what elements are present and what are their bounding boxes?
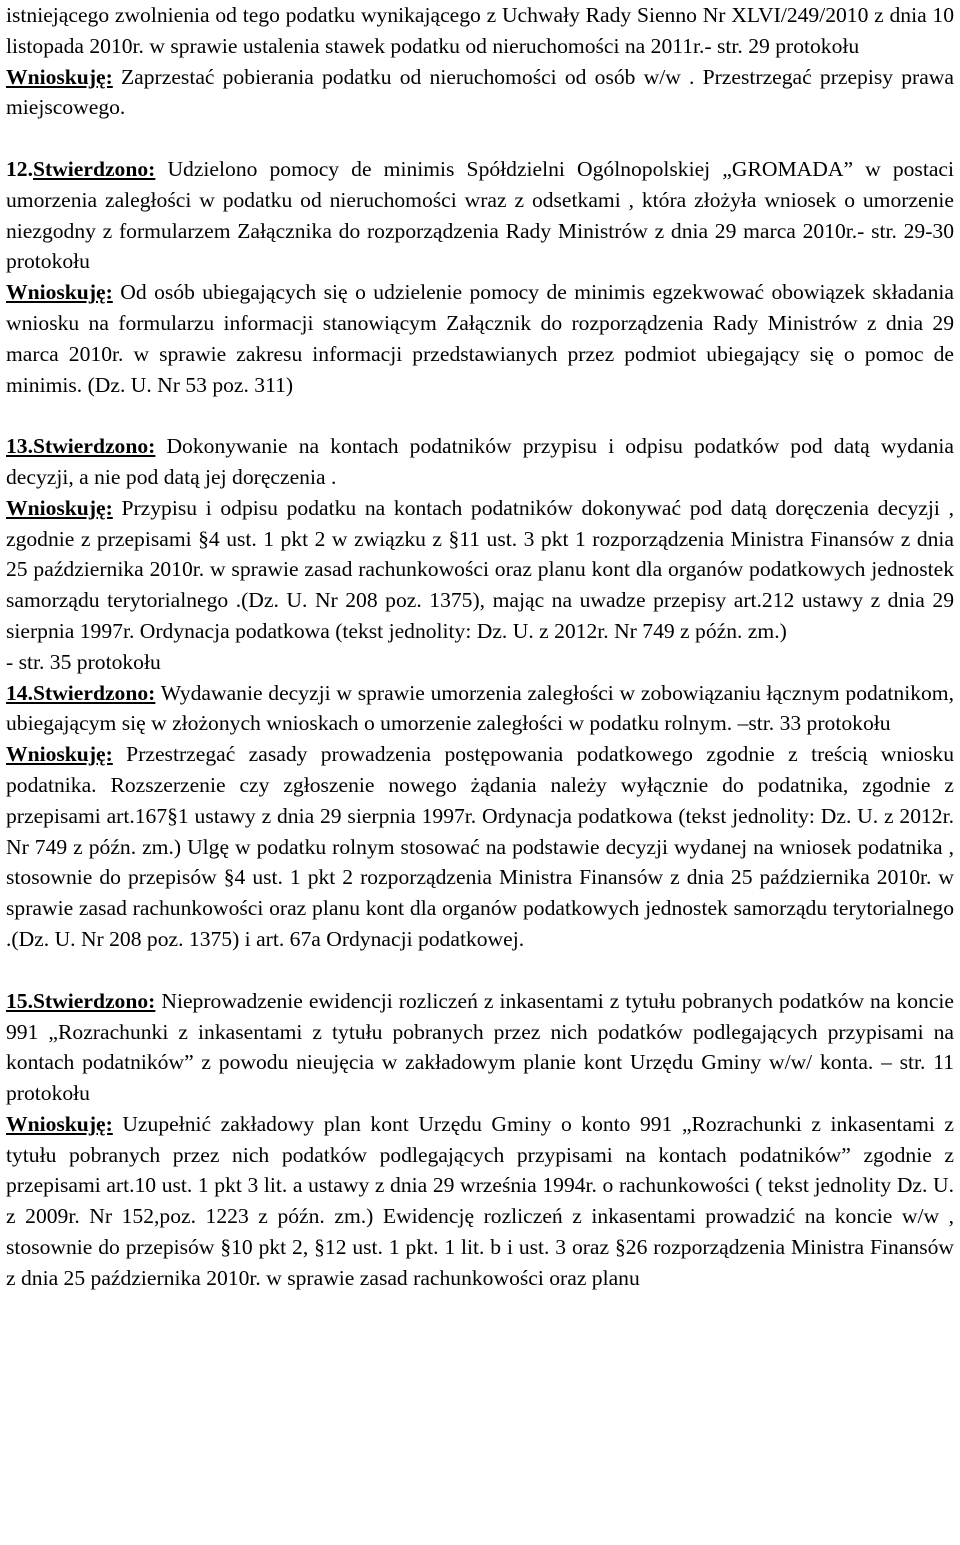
item-12-wnioskuje [6,277,954,400]
wnioskuje-text: Zaprzestać pobierania podatku od nieruchomości od osób w/w . Przestrzegać przepisy prawa miejscowego. [6,64,954,120]
wnioskuje-label: Wnioskuję: [6,1111,113,1136]
wnioskuje-label: Wnioskuję: [6,742,113,767]
intro-wnioskuje-paragraph [6,62,954,124]
spacer [6,123,954,154]
item-12-stwierdzono [6,154,954,277]
item-13-wnioskuje [6,493,954,647]
item-15-stwierdzono [6,986,954,1109]
wnioskuje-label: Wnioskuję: [6,495,113,520]
wnioskuje-text: Uzupełnić zakładowy plan kont Urzędu Gminy o konto 991 „Rozrachunki z inkasentami z tytułu pobranych przez nich podatków podlegających przypisami na kontach podatników” zgodnie z przepisami art.10 ust. 1 pkt 3 lit. a ustawy z dnia 29 września 1994r. o rachunkowości ( tekst jednolity Dz. U. z 2009r. Nr 152,poz. 1223 z późn. zm.) Ewidencję rozliczeń z inkasentami prowadzić na koncie w/w , stosownie do przepisów §10 pkt 2, §12 ust. 1 pkt. 1 lit. b i ust. 3 oraz §26 rozporządzenia Ministra Finansów z dnia 25 października 2010r. w sprawie zasad rachunkowości oraz planu [6,1111,954,1290]
spacer [6,955,954,986]
spacer [6,400,954,431]
item-13-page-ref [6,647,954,678]
item-number: 13. [6,434,33,459]
wnioskuje-text: Przestrzegać zasady prowadzenia postępowania podatkowego zgodnie z treścią wniosku podatnika. Rozszerzenie czy zgłoszenie nowego żądania należy wyłącznie do podatnika, zgodnie z przepisami art.167§1 ustawy z dnia 29 sierpnia 1997r. Ordynacja podatkowa (tekst jednolity: Dz. U. z 2012r. Nr 749 z późn. zm.) Ulgę w podatku rolnym stosować na podstawie decyzji wydanej na wniosek podatnika , stosownie do przepisów §4 ust. 1 pkt 2 rozporządzenia Ministra Finansów z dnia 25 października 2010r. w sprawie zasad rachunkowości oraz planu kont dla organów podatkowych jednostek samorządu terytorialnego .(Dz. U. Nr 208 poz. 1375) i art. 67a Ordynacji podatkowej. [6,742,954,951]
wnioskuje-label: Wnioskuję: [6,280,113,305]
item-number: 15. [6,988,33,1013]
wnioskuje-text: Od osób ubiegających się o udzielenie pomocy de minimis egzekwować obowiązek składania wniosku na formularzu informacji stanowiącym Załącznik do rozporządzenia Rady Ministrów z dnia 29 marca 2010r. w sprawie zakresu informacji przedstawianych przez podmiot ubiegający się o pomoc de minimis. (Dz. U. Nr 53 poz. 311) [6,280,954,397]
item-number: 14. [6,680,33,705]
item-14-wnioskuje [6,739,954,955]
stwierdzono-label: Stwierdzono: [33,680,156,705]
item-15-wnioskuje [6,1109,954,1294]
stwierdzono-label: Stwierdzono: [33,434,156,459]
item-13-stwierdzono [6,431,954,493]
stwierdzono-text: Udzielono pomocy de minimis Spółdzielni Ogólnopolskiej „GROMADA” w postaci umorzenia zaległości w podatku od nieruchomości wraz z odsetkami , która złożyła wniosek o umorzenie niezgodny z formularzem Załącznika do rozporządzenia Rady Ministrów z dnia 29 marca 2010r.- str. 29-30 protokołu [6,156,954,274]
stwierdzono-text: Wydawanie decyzji w sprawie umorzenia zaległości w zobowiązaniu łącznym podatnikom, ubiegającym się w złożonych wnioskach o umorzenie zaległości w podatku rolnym. –str. 33 protokołu [6,680,954,736]
item-number: 12. [6,156,33,181]
document-page [6,0,954,1294]
stwierdzono-text: Dokonywanie na kontach podatników przypisu i odpisu podatków pod datą wydania decyzji, a nie pod datą jej doręczenia . [6,434,954,489]
wnioskuje-text: Przypisu i odpisu podatku na kontach podatników dokonywać pod datą doręczenia decyzji , zgodnie z przepisami §4 ust. 1 pkt 2 w związku z §11 ust. 3 pkt 1 rozporządzenia Ministra Finansów z dnia 25 października 2010r. w sprawie zasad rachunkowości oraz planu kont dla organów podatkowych jednostek samorządu terytorialnego .(Dz. U. Nr 208 poz. 1375), mając na uwadze przepisy art.212 ustawy z dnia 29 sierpnia 1997r. Ordynacja podatkowa (tekst jednolity: Dz. U. z 2012r. Nr 749 z późn. zm.) [6,495,954,643]
wnioskuje-label: Wnioskuję: [6,64,113,89]
stwierdzono-label: Stwierdzono: [33,988,156,1013]
stwierdzono-text: Nieprowadzenie ewidencji rozliczeń z inkasentami z tytułu pobranych podatków na koncie 991 „Rozrachunki z inkasentami z tytułu pobranych przez nich podatków podlegających przypisami na kontach podatników” z powodu nieujęcia w zakładowym planie kont Urzędu Gminy w/w/ konta. – str. 11 protokołu [6,988,954,1106]
item-14-stwierdzono [6,678,954,740]
intro-paragraph [6,0,954,62]
intro-text: istniejącego zwolnienia od tego podatku wynikającego z Uchwały Rady Sienno Nr XLVI/249/2010 z dnia 10 listopada 2010r. w sprawie ustalenia stawek podatku od nieruchomości na 2011r.- str. 29 protokołu [6,3,954,58]
page-reference: - str. 35 protokołu [6,649,161,674]
stwierdzono-label: Stwierdzono: [33,156,156,181]
